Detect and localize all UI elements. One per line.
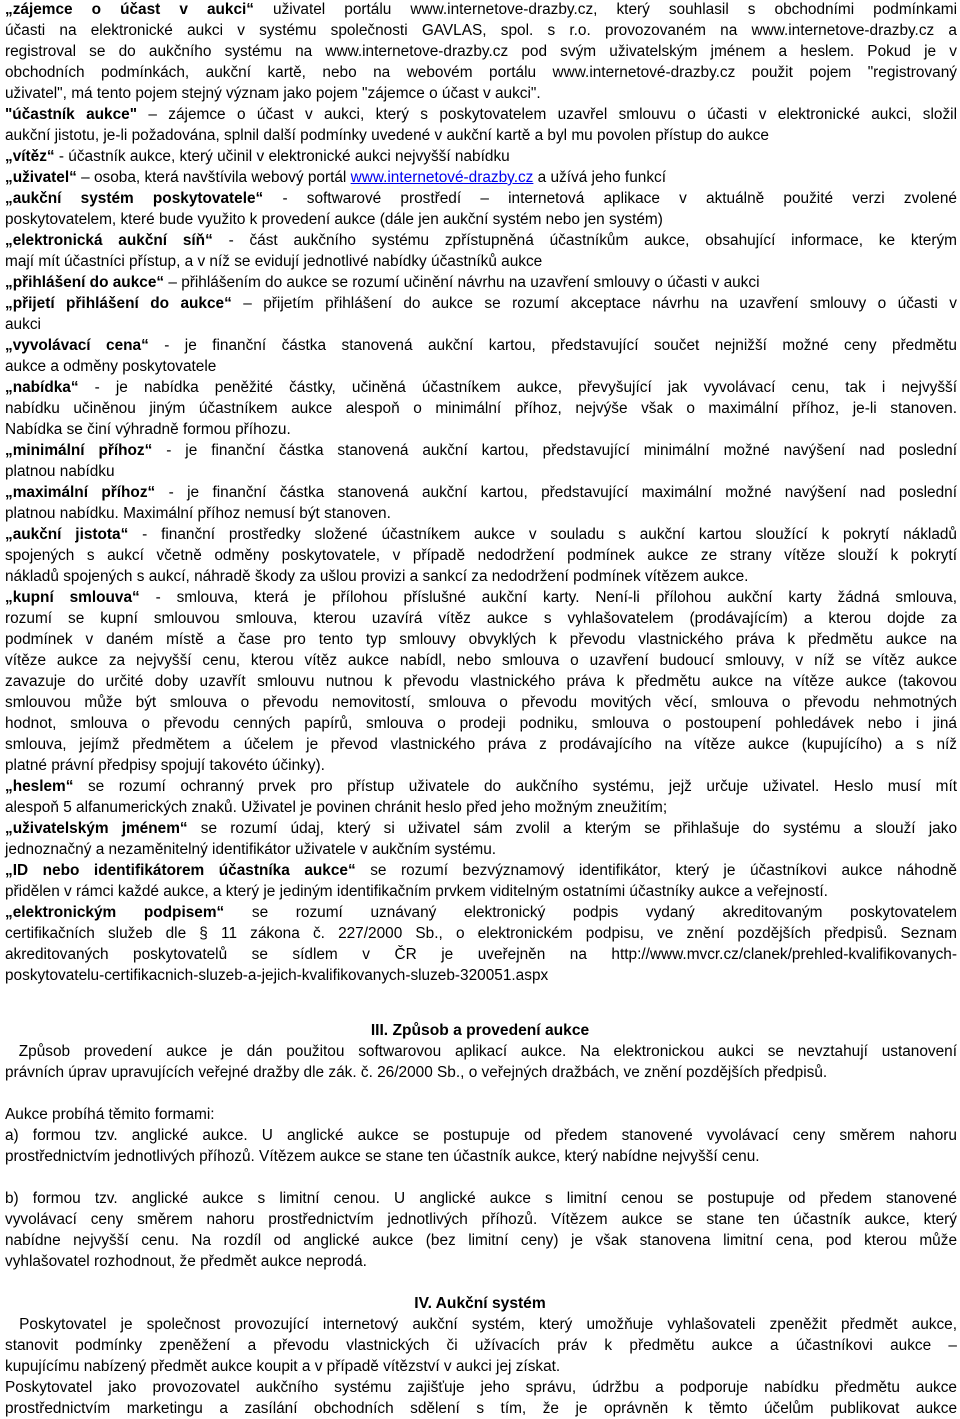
document-page: „zájemce o účast v aukci“ uživatel portálu www.internetove-drazby.cz, který souhlasil s obchodními podmínkami účasti na elektronické aukci v systému společnosti GAVLAS, spol. s r.o. provozovaném na www.internetove-drazby.cz a registroval se do aukčního systému na www.internetove-drazby.cz pod svým uživatelským jménem a heslem. Pokud je v obchodních podmínkách, aukční kartě, nebo na webovém portálu www.internetové-drazby.cz použit pojem "registrovaný uživatel", má tento pojem stejný význam jako pojem "zájemce o účast v aukci". "účastník aukce" – zájemce o účast v aukci, který s poskytovatelem uzavřel smlouvu o účasti v elektronické aukci, složil aukční jistotu, je-li požadována, splnil další podmínky uvedené v aukční kartě a byl mu povolen přístup do aukce „vítěz“ - účastník aukce, který učinil v elektronické aukci nejvyšší nabídku „uživatel“ – osoba, která navštívila webový portál www.internetové-drazby.cz a užívá jeho funkcí „aukční systém poskytovatele“ - softwarové prostředí – internetová aplikace v aktuálně použité verzi zvolené poskytovatelem, které bude využito k provedení aukce (dále jen aukční systém nebo jen systém) „elektronická aukční síň“ - část aukčního systému zpřístupněná účastníkům aukce, obsahující informace, ke kterým mají mít účastníci přístup, a v níž se evidují jednotlivé nabídky účastníků aukce „přihlášení do aukce“ – přihlášením do aukce se rozumí učinění návrhu na uzavření smlouvy o účasti v aukci „přijetí přihlášení do aukce“ – přijetím přihlášení do aukce se rozumí akceptace návrhu na uzavření smlouvy o účasti v aukci „vyvolávací cena“ - je finanční částka stanovená aukční kartou, představující součet nejnižší možné ceny předmětu aukce a odměny poskytovatele „nabídka“ - je nabídka peněžité částky, učiněná účastníkem aukce, převyšující jak vyvolávací cenu, tak i nejvyšší nabídku učiněnou jiným účastníkem aukce alespoň o minimální příhoz, nejvýše však o maximální příhoz, je-li stanoven. Nabídka se činí výhradně formou příhozu. „minimální příhoz“ - je finanční částka stanovená aukční kartou, představující minimální možné navýšení nad poslední platnou nabídku „maximální příhoz“ - je finanční částka stanovená aukční kartou, představující maximální možné navýšení nad poslední platnou nabídku. Maximální příhoz nemusí být stanoven. „aukční jistota“ - finanční prostředky složené účastníkem aukce v souladu s aukční kartou sloužící k pokrytí nákladů spojených s aukcí včetně odměny poskytovatele, v případě nedodržení podmínek aukce ze strany vítěze slouží k pokrytí nákladů spojených s aukcí, náhradě škody za ušlou provizi a sankcí za nedodržení podmínek vítězem aukce. „kupní smlouva“ - smlouva, která je přílohou příslušné aukční karty. Není-li přílohou aukční karty žádná smlouva, rozumí se kupní smlouvou smlouva, kterou uzavírá vítěz aukce s vyhlašovatelem (prodávajícím) a kterou dojde za podmínek v daném místě a čase pro tento typ smlouvy obvyklých k převodu vlastnického práva k předmětu aukce na vítěze aukce za nejvyšší cenu, kterou vítěz aukce nabídl, nebo smlouva o uzavření budoucí smlouvy, v níž se vítěz aukce zavazuje do určité doby uzavřít smlouvu nutnou k převodu vlastnického práva k předmětu aukce na vítěze aukce (takovou smlouvou může být smlouva o převodu nemovitostí, smlouva o převodu movitých věcí, smlouva o převodu nehmotných hodnot, smlouva o převodu cenných papírů, smlouva o prodeji podniku, smlouva o postoupení pohledávek nebo i jiná smlouva, jejímž předmětem a účelem je převod vlastnického práva z prodávajícího na vítěze aukce (kupujícího) a s níž platné právní předpisy spojují takovéto účinky). „heslem“ se rozumí ochranný prvek pro přístup uživatele do aukčního systému, jejž určuje uživatel. Heslo musí mít alespoň 5 alfanumerických znaků. Uživatel je povinen chránit heslo před jeho možným zneužitím; „uživatelským jménem“ se rozumí údaj, který si uživatel sám zvolil a kterým se přihlašuje do systému a slouží jako jednoznačný a nezaměnitelný identifikátor uživatele v aukčním systému. „ID nebo identifikátorem účastníka aukce“ se rozumí bezvýznamový identifikátor, který je účastníkovi aukce náhodně přidělen v rámci každé aukce, a který je jediným identifikačním prvkem viditelným ostatními účastníky aukce a veřejností. „elektronickým podpisem“ se rozumí uznávaný elektronický podpis vydaný akreditovaným poskytovatelem certifikačních služeb dle § 11 zákona č. 227/2000 Sb., o elektronickém podpisu, ve znění pozdějších předpisů. Seznam akreditovaných poskytovatelů se sídlem v ČR je uveřejněn na http://www.mvcr.cz/clanek/prehled-kvalifikovanych- poskytovatelu-certifikacnich-sluzeb-a-jejich-kvalifikovanych-sluzeb-320051.aspx III. Způsob a provedení aukce Způsob provedení aukce je dán použitou softwarovou aplikací aukce. Na elektronickou aukci se nevztahují ustanovení právních úprav upravujících veřejné dražby dle zák. č. 26/2000 Sb., o veřejných dražbách, ve znění pozdějších předpisů. Aukce probíhá těmito formami: a) formou tzv. anglické aukce. U anglické aukce se postupuje od předem stanovené vyvolávací ceny směrem nahoru prostřednictvím jednotlivých příhozů. Vítězem aukce se stane ten účastník aukce, který nabídne nejvyšší cenu. b) formou tzv. anglické aukce s limitní cenou. U anglické aukce s limitní cenou se postupuje od předem stanovené vyvolávací ceny směrem nahoru prostřednictvím jednotlivých příhozů. Vítězem aukce se stane ten účastník aukce, který nabídne nejvyšší cenu. Na rozdíl od anglické aukce (bez limitní ceny) je však stanovena limitní cena, pod kterou může vyhlašovatel rozhodnout, že předmět aukce neprodá. IV. Aukční systém Poskytovatel je společnost provozující internetový aukční systém, který umožňuje vyhlašovateli zpeněžit předmět aukce, stanovit podmínky zpeněžení a převodu vlastnických či užívacích práv k předmětu aukce a účastníkovi aukce – kupujícímu nabízený předmět aukce koupit a v případě vítězství v aukci jej získat. Poskytovatel jako provozovatel aukčního systému zajišťuje jeho správu, údržbu a podporuje nabídku předmětu aukce prostřednictvím marketingu a zasílání obchodních sdělení s tím, že je oprávněn k těmto účelům publikovat aukce (0, 0, 960, 1419)
portal-link[interactable]: www.internetové-drazby.cz (350, 169, 534, 186)
definition-text: – osoba, která navštívila webový portál (76, 169, 351, 186)
definition-term: „nabídka“ (5, 379, 79, 396)
definition-text: a užívá jeho funkcí (533, 169, 666, 186)
definition-term: "účastník aukce" (5, 106, 138, 123)
definition-text: - účastník aukce, který učinil v elektronické aukci nejvyšší nabídku (54, 148, 510, 165)
definition-term: „kupní smlouva“ (5, 589, 140, 606)
definition-term: „minimální příhoz“ (5, 442, 153, 459)
section-heading: IV. Aukční systém (414, 1295, 546, 1312)
definition-term: „maximální příhoz“ (5, 484, 156, 501)
definition-text: – přihlášením do aukce se rozumí učinění návrhu na uzavření smlouvy o účasti v aukci (164, 274, 760, 291)
definition-term: „vítěz“ (5, 148, 55, 165)
definition-term: „ID nebo identifikátorem účastníka aukce“ (5, 862, 356, 879)
definition-term: „přihlášení do aukce“ (5, 274, 165, 291)
definition-term: „zájemce o účast v aukci“ (5, 1, 254, 18)
definition-term: „elektronická aukční síň“ (5, 232, 213, 249)
definition-term: „uživatelským jménem“ (5, 820, 188, 837)
definition-term: „vyvolávací cena“ (5, 337, 149, 354)
definition-term: „aukční jistota“ (5, 526, 129, 543)
definition-term: „aukční systém poskytovatele“ (5, 190, 264, 207)
paragraph: Aukce probíhá těmito formami: (5, 1106, 215, 1123)
section-heading: III. Způsob a provedení aukce (370, 1022, 590, 1039)
definition-term: „přijetí přihlášení do aukce“ (5, 295, 232, 312)
definition-term: „heslem“ (5, 778, 74, 795)
definition-term: „uživatel“ (5, 169, 77, 186)
definition-term: „elektronickým podpisem“ (5, 904, 225, 921)
